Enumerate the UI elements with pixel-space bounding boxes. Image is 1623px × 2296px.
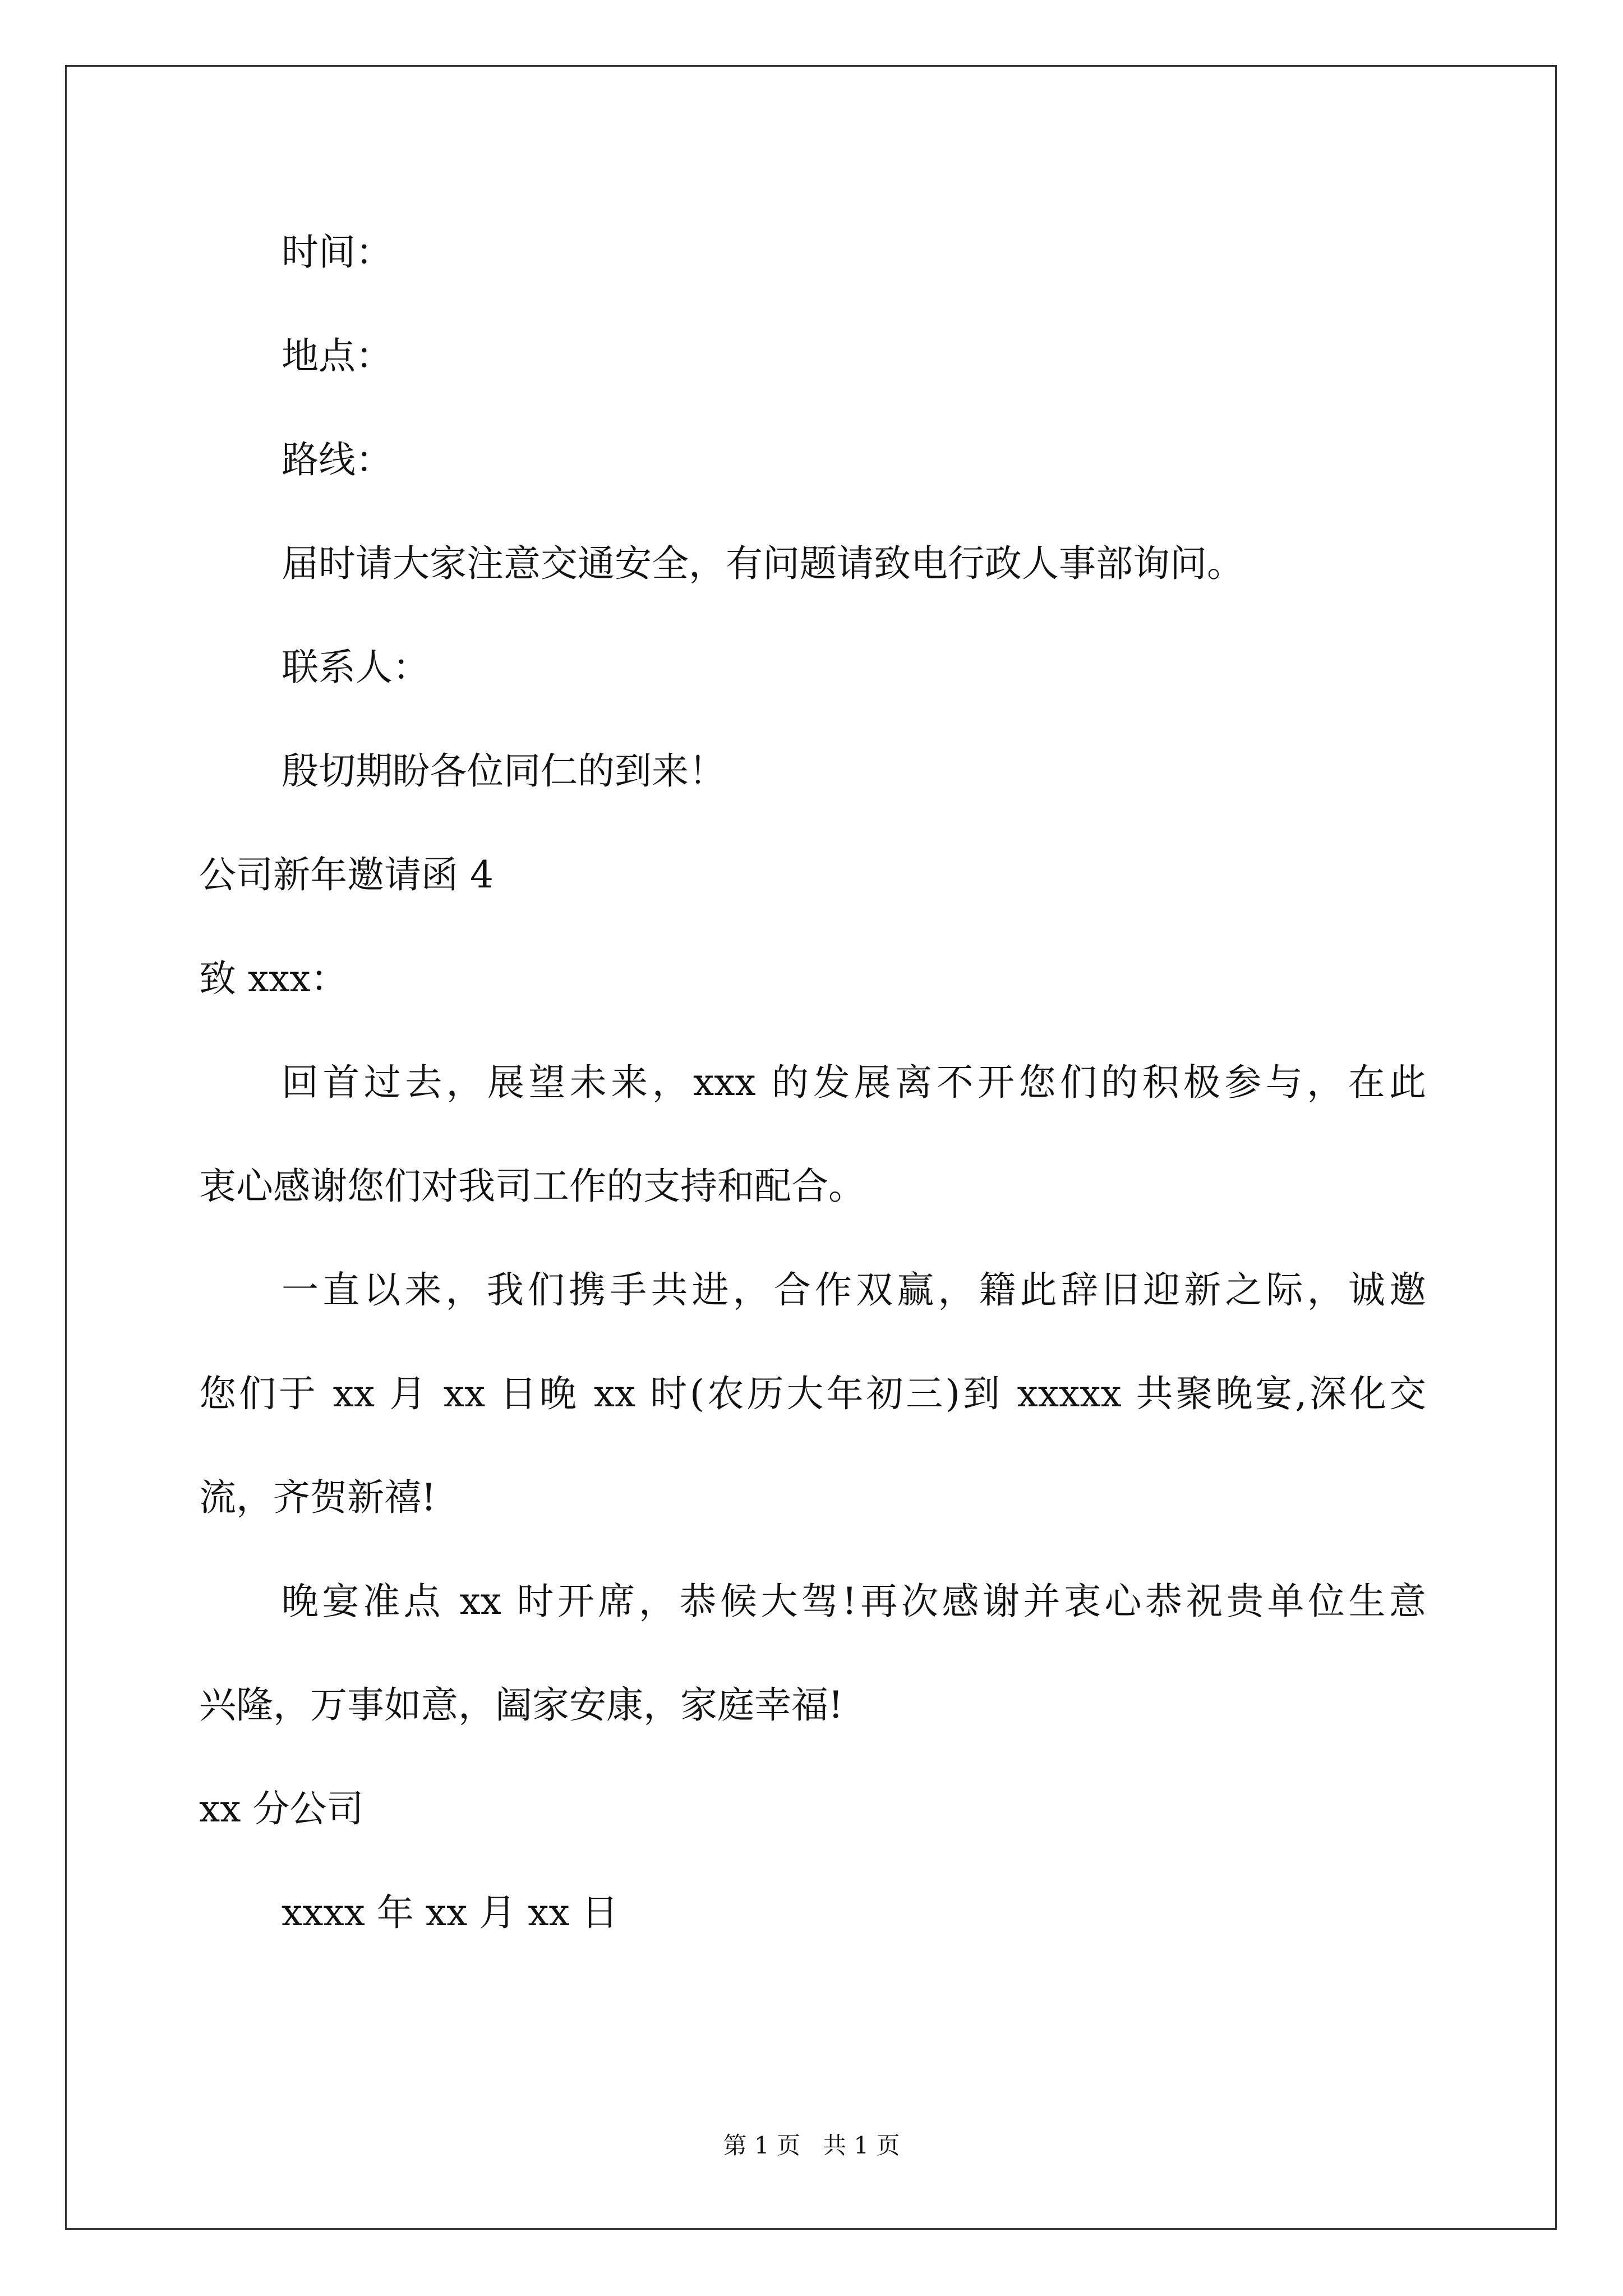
paragraph-1-line-2: 衷心感谢您们对我司工作的支持和配合。 bbox=[199, 1165, 865, 1208]
paragraph-2-line-3: 流，齐贺新禧! bbox=[199, 1476, 436, 1519]
salutation: 致 xxx： bbox=[199, 957, 348, 1000]
signature-company: xx 分公司 bbox=[199, 1787, 364, 1830]
paragraph-3-line-1: 晚宴准点 xx 时开席，恭候大驾!再次感谢并衷心恭祝贵单位生意 bbox=[282, 1580, 1426, 1623]
paragraph-3-line-2: 兴隆，万事如意，阖家安康，家庭幸福! bbox=[199, 1683, 843, 1727]
contact-line: 联系人： bbox=[282, 646, 430, 689]
paragraph-1-line-1: 回首过去，展望未来，xxx 的发展离不开您们的积极参与，在此 bbox=[282, 1061, 1426, 1104]
location-line: 地点： bbox=[282, 334, 393, 378]
paragraph-2-line-2: 您们于 xx 月 xx 日晚 xx 时(农历大年初三)到 xxxxx 共聚晚宴,深化交 bbox=[199, 1372, 1426, 1415]
page-footer: 第 1 页 共 1 页 bbox=[723, 2132, 900, 2159]
closing-line: 殷切期盼各位同仁的到来！ bbox=[282, 749, 726, 793]
safety-notice: 届时请大家注意交通安全，有问题请致电行政人事部询问。 bbox=[282, 542, 1244, 585]
signature-date: xxxx 年 xx 月 xx 日 bbox=[282, 1891, 619, 1934]
paragraph-2-line-1: 一直以来，我们携手共进，合作双赢，籍此辞旧迎新之际，诚邀 bbox=[282, 1268, 1426, 1312]
time-line: 时间： bbox=[282, 231, 393, 274]
section-title: 公司新年邀请函 4 bbox=[199, 853, 494, 896]
route-line: 路线： bbox=[282, 438, 393, 481]
